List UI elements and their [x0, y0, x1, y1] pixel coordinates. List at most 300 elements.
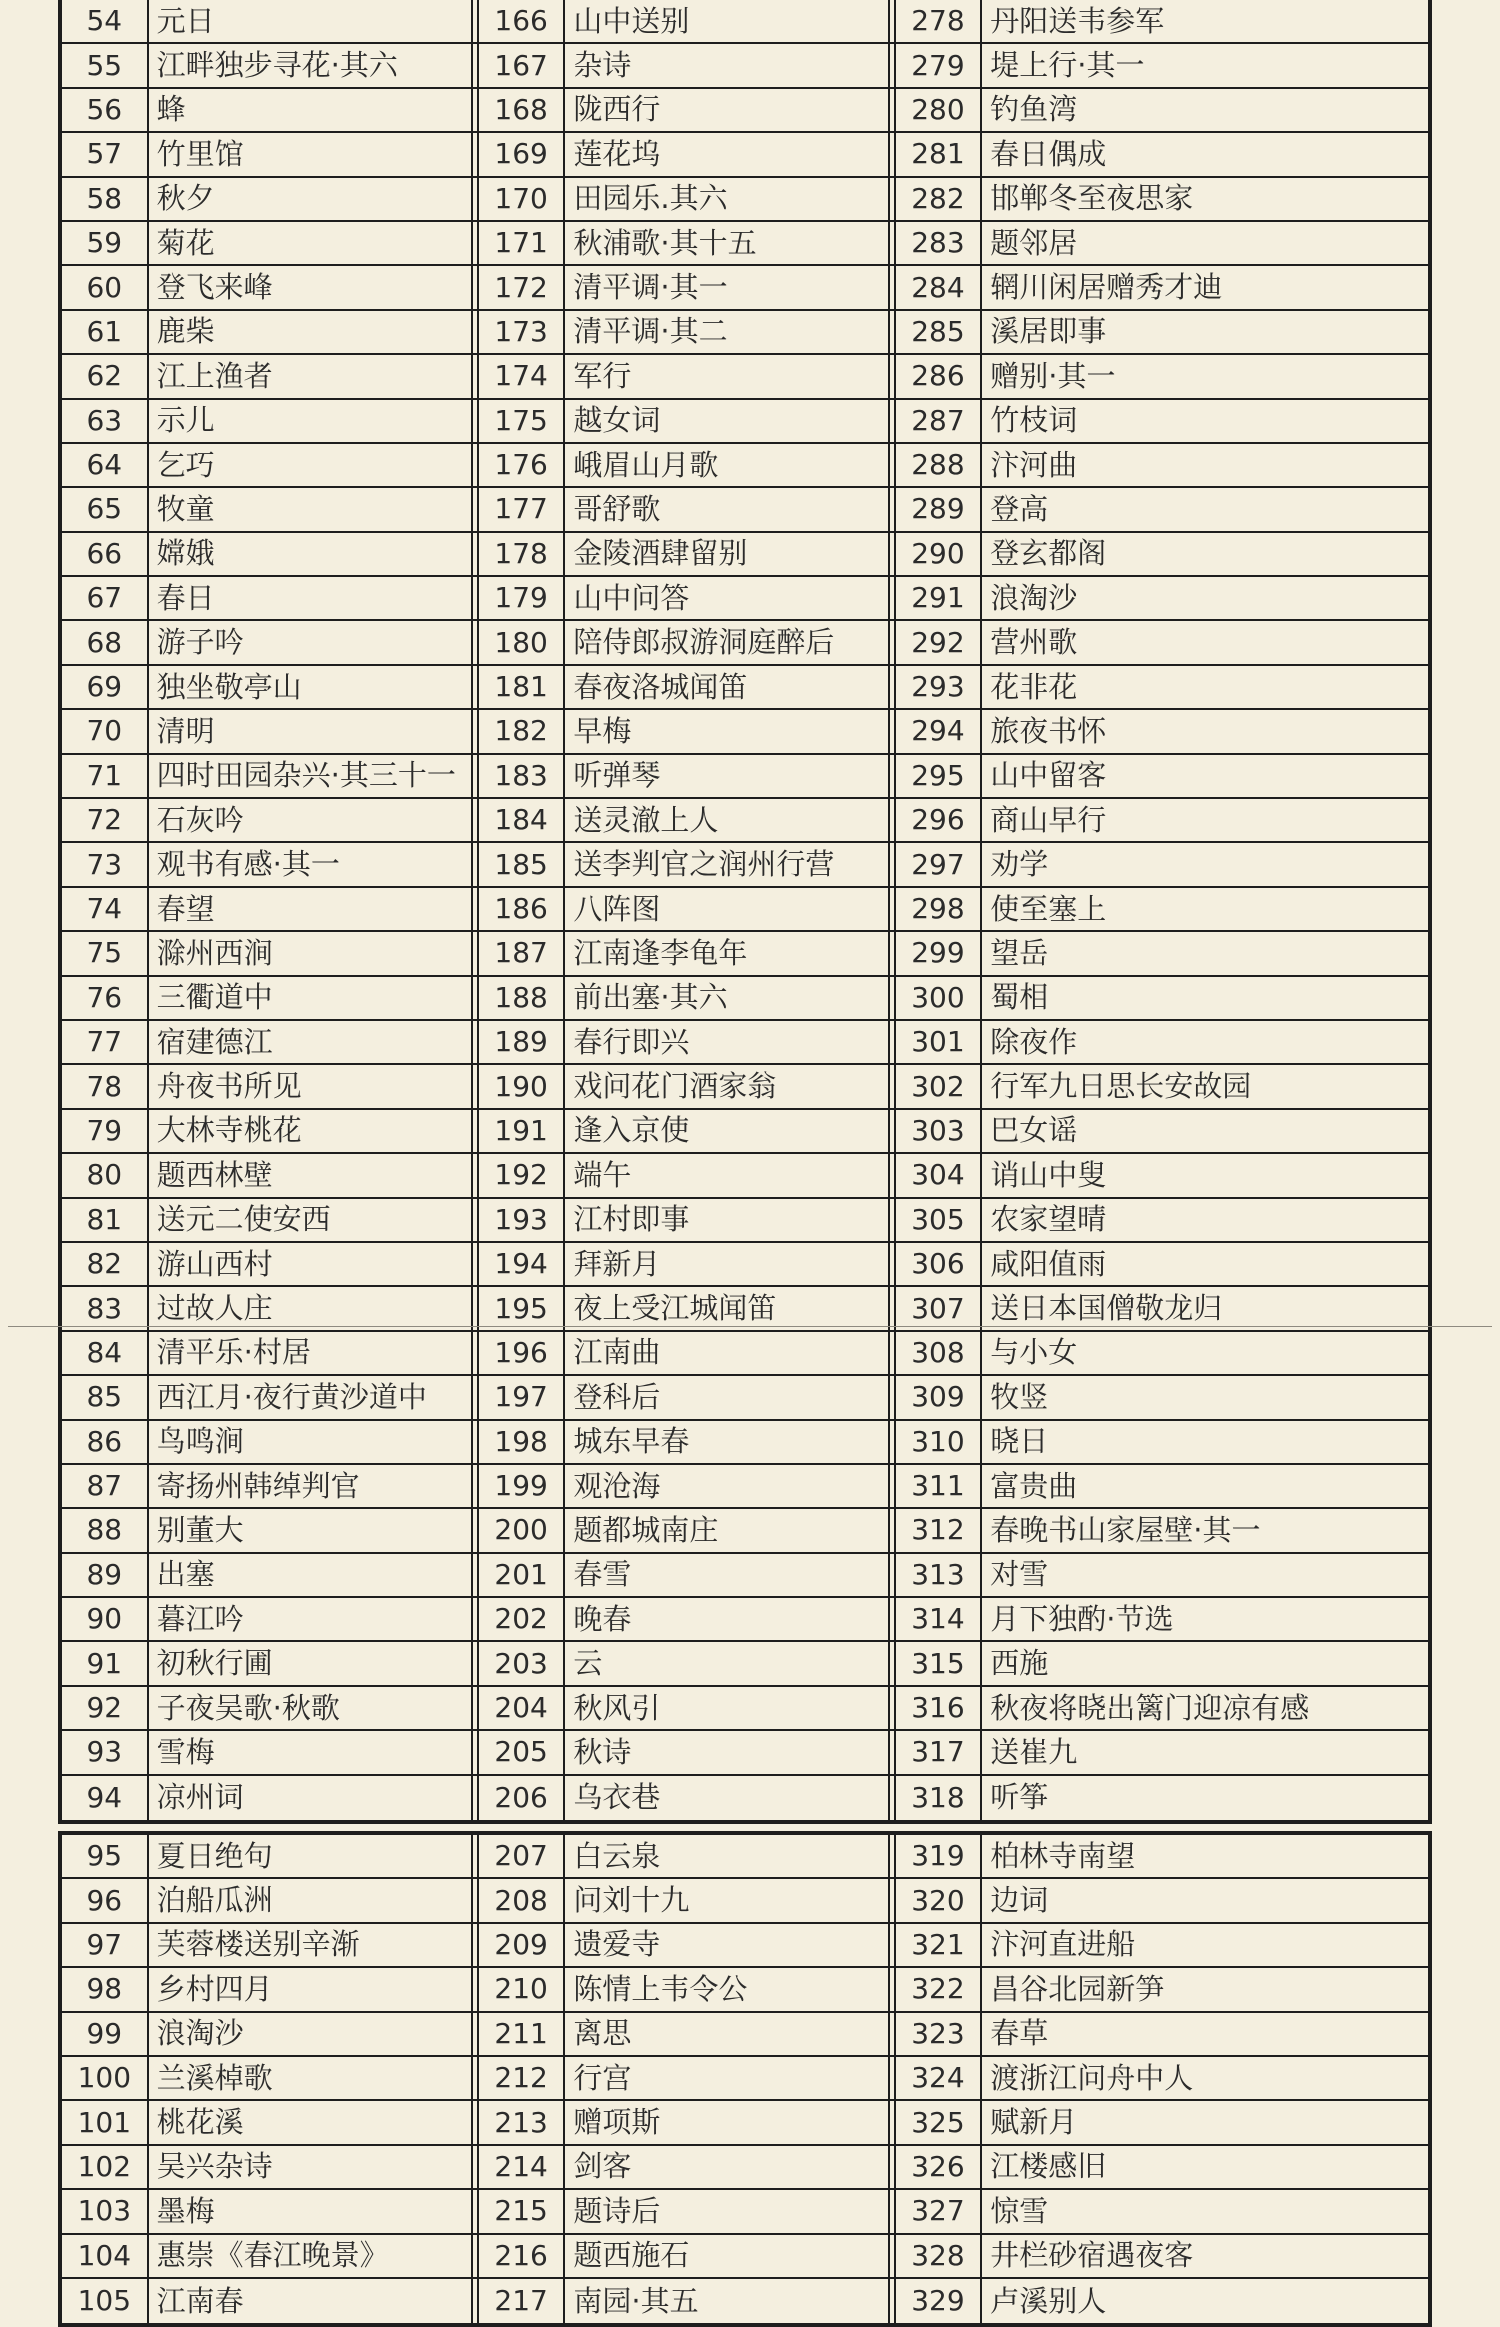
- poem-title: 独坐敬亭山: [156, 669, 302, 704]
- poem-number: 176: [479, 444, 566, 486]
- table-row: [62, 2235, 1428, 2279]
- poem-title: 田园乐.其六: [573, 181, 728, 216]
- column-separator: [888, 1776, 896, 1820]
- poem-number: 206: [479, 1776, 566, 1820]
- table-row: [62, 1968, 1428, 2012]
- poem-number: 189: [479, 1021, 566, 1063]
- poem-number: 302: [896, 1065, 983, 1107]
- poem-number: 60: [62, 266, 149, 308]
- poem-title: 白云泉: [573, 1838, 661, 1873]
- poem-number: 93: [62, 1731, 149, 1773]
- poem-title: 大林寺桃花: [156, 1113, 302, 1148]
- poem-number: 312: [896, 1509, 983, 1551]
- column-separator: [471, 1687, 479, 1729]
- poem-title: 月下独酌·节选: [990, 1601, 1174, 1636]
- column-separator: [888, 2101, 896, 2143]
- poem-number: 184: [479, 799, 566, 841]
- poem-number: 69: [62, 666, 149, 708]
- poem-title: 峨眉山月歌: [573, 447, 719, 482]
- column-separator: [471, 666, 479, 708]
- table-row: [62, 1421, 1428, 1465]
- poem-number: 89: [62, 1554, 149, 1596]
- poem-title: 凉州词: [156, 1780, 244, 1815]
- column-separator: [471, 178, 479, 220]
- poem-number: 204: [479, 1687, 566, 1729]
- poem-table-upper: [58, 0, 1432, 1824]
- poem-number: 58: [62, 178, 149, 220]
- table-row: [62, 710, 1428, 754]
- table-row: [62, 755, 1428, 799]
- poem-title: 子夜吴歌·秋歌: [156, 1690, 340, 1725]
- column-separator: [471, 0, 479, 42]
- poem-title: 送灵澈上人: [573, 802, 719, 837]
- table-row: [62, 1021, 1428, 1065]
- table-row: [62, 1554, 1428, 1598]
- poem-title: 丹阳送韦参军: [990, 3, 1165, 38]
- poem-number: 328: [896, 2235, 983, 2277]
- poem-number: 280: [896, 89, 983, 131]
- column-separator: [888, 2235, 896, 2277]
- poem-title: 夏日绝句: [156, 1838, 273, 1873]
- poem-number: 278: [896, 0, 983, 42]
- column-separator: [888, 666, 896, 708]
- poem-title: 陪侍郎叔游洞庭醉后: [573, 625, 835, 660]
- column-separator: [471, 1731, 479, 1773]
- poem-title: 春日: [156, 580, 215, 615]
- poem-title: 行宫: [573, 2060, 632, 2095]
- table-row: [62, 89, 1428, 133]
- poem-title: 牧竖: [990, 1379, 1049, 1414]
- poem-number: 97: [62, 1924, 149, 1966]
- column-separator: [888, 1924, 896, 1966]
- poem-title: 汴河直进船: [990, 1927, 1136, 1962]
- column-separator: [471, 266, 479, 308]
- poem-number: 94: [62, 1776, 149, 1820]
- column-separator: [471, 1332, 479, 1374]
- poem-number: 305: [896, 1199, 983, 1241]
- poem-title: 登玄都阁: [990, 536, 1107, 571]
- poem-title: 山中留客: [990, 758, 1107, 793]
- poem-number: 100: [62, 2057, 149, 2099]
- poem-title: 登高: [990, 491, 1049, 526]
- poem-number: 85: [62, 1376, 149, 1418]
- column-separator: [471, 888, 479, 930]
- poem-title: 营州歌: [990, 625, 1078, 660]
- poem-number: 168: [479, 89, 566, 131]
- poem-number: 200: [479, 1509, 566, 1551]
- column-separator: [471, 355, 479, 397]
- poem-title: 军行: [573, 358, 632, 393]
- poem-number: 95: [62, 1835, 149, 1877]
- poem-title: 与小女: [990, 1335, 1078, 1370]
- poem-title: 咸阳值雨: [990, 1246, 1107, 1281]
- table-row: [62, 1332, 1428, 1376]
- poem-title: 送元二使安西: [156, 1202, 331, 1237]
- poem-title: 晓日: [990, 1424, 1049, 1459]
- poem-number: 54: [62, 0, 149, 42]
- column-separator: [888, 1199, 896, 1241]
- poem-title: 井栏砂宿遇夜客: [990, 2238, 1194, 2273]
- poem-number: 198: [479, 1421, 566, 1463]
- poem-title: 泊船瓜洲: [156, 1883, 273, 1918]
- column-separator: [888, 355, 896, 397]
- poem-number: 96: [62, 1879, 149, 1921]
- column-separator: [471, 932, 479, 974]
- poem-number: 105: [62, 2279, 149, 2323]
- poem-title: 巴女谣: [990, 1113, 1078, 1148]
- poem-number: 68: [62, 621, 149, 663]
- poem-title: 听筝: [990, 1780, 1049, 1815]
- poem-number: 287: [896, 400, 983, 442]
- poem-title: 题西施石: [573, 2238, 690, 2273]
- poem-number: 309: [896, 1376, 983, 1418]
- poem-number: 199: [479, 1465, 566, 1507]
- poem-title: 江南逢李龟年: [573, 935, 748, 970]
- column-separator: [471, 977, 479, 1019]
- poem-number: 196: [479, 1332, 566, 1374]
- table-row: [62, 1924, 1428, 1968]
- table-row: [62, 0, 1428, 44]
- poem-title: 金陵酒肆留别: [573, 536, 748, 571]
- poem-title: 过故人庄: [156, 1291, 273, 1326]
- poem-title: 晚春: [573, 1601, 632, 1636]
- poem-title: 诮山中叟: [990, 1157, 1107, 1192]
- column-separator: [471, 1110, 479, 1152]
- poem-number: 70: [62, 710, 149, 752]
- poem-title: 舟夜书所见: [156, 1069, 302, 1104]
- column-separator: [471, 89, 479, 131]
- poem-number: 314: [896, 1598, 983, 1640]
- column-separator: [888, 1642, 896, 1684]
- poem-title: 滁州西涧: [156, 935, 273, 970]
- poem-number: 213: [479, 2101, 566, 2143]
- poem-number: 318: [896, 1776, 983, 1820]
- column-separator: [888, 1287, 896, 1329]
- poem-title: 昌谷北园新笋: [990, 1971, 1165, 2006]
- poem-number: 188: [479, 977, 566, 1019]
- poem-number: 73: [62, 843, 149, 885]
- poem-number: 103: [62, 2190, 149, 2232]
- poem-number: 279: [896, 44, 983, 86]
- poem-title: 陈情上韦令公: [573, 1971, 748, 2006]
- poem-title: 四时田园杂兴·其三十一: [156, 758, 456, 793]
- poem-number: 56: [62, 89, 149, 131]
- poem-number: 59: [62, 222, 149, 264]
- column-separator: [471, 1642, 479, 1684]
- column-separator: [888, 577, 896, 619]
- poem-number: 91: [62, 1642, 149, 1684]
- poem-number: 326: [896, 2146, 983, 2188]
- column-separator: [888, 1731, 896, 1773]
- poem-title: 劝学: [990, 847, 1049, 882]
- column-separator: [888, 888, 896, 930]
- poem-title: 菊花: [156, 225, 215, 260]
- column-separator: [471, 533, 479, 575]
- poem-number: 307: [896, 1287, 983, 1329]
- column-separator: [888, 621, 896, 663]
- table-row: [62, 577, 1428, 621]
- table-row: [62, 888, 1428, 932]
- poem-title: 钓鱼湾: [990, 92, 1078, 127]
- poem-title: 乡村四月: [156, 1971, 273, 2006]
- poem-number: 197: [479, 1376, 566, 1418]
- poem-number: 299: [896, 932, 983, 974]
- poem-title: 早梅: [573, 713, 632, 748]
- column-separator: [888, 1021, 896, 1063]
- poem-title: 秋夕: [156, 181, 215, 216]
- table-row: [62, 799, 1428, 843]
- table-row: [62, 1154, 1428, 1198]
- poem-number: 289: [896, 488, 983, 530]
- column-separator: [888, 2146, 896, 2188]
- poem-number: 62: [62, 355, 149, 397]
- poem-number: 317: [896, 1731, 983, 1773]
- poem-number: 205: [479, 1731, 566, 1773]
- table-row: [62, 444, 1428, 488]
- poem-number: 179: [479, 577, 566, 619]
- column-separator: [471, 44, 479, 86]
- column-separator: [471, 2101, 479, 2143]
- poem-title: 汴河曲: [990, 447, 1078, 482]
- column-separator: [471, 488, 479, 530]
- poem-title: 边词: [990, 1883, 1049, 1918]
- column-separator: [888, 1154, 896, 1196]
- poem-number: 80: [62, 1154, 149, 1196]
- poem-number: 55: [62, 44, 149, 86]
- poem-title: 离思: [573, 2016, 632, 2051]
- table-row: [62, 2146, 1428, 2190]
- poem-title: 问刘十九: [573, 1883, 690, 1918]
- column-separator: [888, 2057, 896, 2099]
- poem-title: 吴兴杂诗: [156, 2149, 273, 2184]
- poem-title: 秋夜将晓出篱门迎凉有感: [990, 1690, 1310, 1725]
- poem-number: 74: [62, 888, 149, 930]
- poem-number: 294: [896, 710, 983, 752]
- poem-title: 南园·其五: [573, 2283, 699, 2318]
- column-separator: [471, 2013, 479, 2055]
- poem-title: 惊雪: [990, 2193, 1049, 2228]
- column-separator: [888, 799, 896, 841]
- poem-number: 291: [896, 577, 983, 619]
- column-separator: [471, 577, 479, 619]
- poem-title: 西施: [990, 1646, 1049, 1681]
- column-separator: [471, 1509, 479, 1551]
- column-separator: [471, 400, 479, 442]
- column-separator: [471, 1924, 479, 1966]
- poem-number: 195: [479, 1287, 566, 1329]
- column-separator: [888, 843, 896, 885]
- table-row: [62, 2057, 1428, 2101]
- poem-title: 宿建德江: [156, 1024, 273, 1059]
- column-separator: [471, 2057, 479, 2099]
- poem-number: 185: [479, 843, 566, 885]
- poem-number: 193: [479, 1199, 566, 1241]
- table-row: [62, 2279, 1428, 2323]
- poem-number: 178: [479, 533, 566, 575]
- poem-number: 308: [896, 1332, 983, 1374]
- poem-title: 石灰吟: [156, 802, 244, 837]
- poem-number: 285: [896, 311, 983, 353]
- poem-number: 86: [62, 1421, 149, 1463]
- table-row: [62, 1509, 1428, 1553]
- poem-number: 98: [62, 1968, 149, 2010]
- poem-number: 101: [62, 2101, 149, 2143]
- poem-number: 283: [896, 222, 983, 264]
- poem-title: 山中送别: [573, 3, 690, 38]
- column-separator: [471, 222, 479, 264]
- poem-number: 78: [62, 1065, 149, 1107]
- poem-title: 别董大: [156, 1512, 244, 1547]
- poem-number: 82: [62, 1243, 149, 1285]
- table-row: [62, 1642, 1428, 1686]
- poem-number: 298: [896, 888, 983, 930]
- poem-title: 夜上受江城闻笛: [573, 1291, 777, 1326]
- poem-number: 282: [896, 178, 983, 220]
- poem-title: 逢入京使: [573, 1113, 690, 1148]
- table-row: [62, 2190, 1428, 2234]
- table-row: [62, 355, 1428, 399]
- poem-number: 102: [62, 2146, 149, 2188]
- poem-number: 167: [479, 44, 566, 86]
- poem-number: 172: [479, 266, 566, 308]
- poem-title: 云: [573, 1646, 603, 1681]
- poem-title: 遗爱寺: [573, 1927, 661, 1962]
- poem-number: 303: [896, 1110, 983, 1152]
- poem-number: 71: [62, 755, 149, 797]
- poem-number: 175: [479, 400, 566, 442]
- table-row: [62, 1598, 1428, 1642]
- poem-number: 104: [62, 2235, 149, 2277]
- poem-number: 84: [62, 1332, 149, 1374]
- poem-number: 90: [62, 1598, 149, 1640]
- poem-title: 越女词: [573, 403, 661, 438]
- poem-number: 171: [479, 222, 566, 264]
- poem-number: 315: [896, 1642, 983, 1684]
- poem-number: 194: [479, 1243, 566, 1285]
- poem-title: 春草: [990, 2016, 1049, 2051]
- poem-title: 墨梅: [156, 2193, 215, 2228]
- poem-title: 江楼感旧: [990, 2149, 1107, 2184]
- table-row: [62, 44, 1428, 88]
- poem-number: 297: [896, 843, 983, 885]
- poem-title: 莲花坞: [573, 136, 661, 171]
- poem-title: 鸟鸣涧: [156, 1424, 244, 1459]
- table-row: [62, 1199, 1428, 1243]
- poem-title: 行军九日思长安故园: [990, 1069, 1252, 1104]
- poem-title: 春日偶成: [990, 136, 1107, 171]
- poem-number: 173: [479, 311, 566, 353]
- poem-table-lower: [58, 1831, 1432, 2327]
- column-separator: [888, 44, 896, 86]
- poem-number: 191: [479, 1110, 566, 1152]
- poem-title: 江南曲: [573, 1335, 661, 1370]
- poem-number: 210: [479, 1968, 566, 2010]
- column-separator: [888, 488, 896, 530]
- poem-title: 渡浙江问舟中人: [990, 2060, 1194, 2095]
- poem-title: 竹枝词: [990, 403, 1078, 438]
- poem-title: 兰溪棹歌: [156, 2060, 273, 2095]
- poem-title: 寄扬州韩绰判官: [156, 1468, 360, 1503]
- column-separator: [471, 2146, 479, 2188]
- column-separator: [888, 1376, 896, 1418]
- poem-number: 313: [896, 1554, 983, 1596]
- column-separator: [471, 1065, 479, 1107]
- column-separator: [888, 1509, 896, 1551]
- table-row: [62, 133, 1428, 177]
- table-row: [62, 222, 1428, 266]
- column-separator: [888, 533, 896, 575]
- column-separator: [471, 799, 479, 841]
- column-separator: [471, 2235, 479, 2277]
- poem-number: 76: [62, 977, 149, 1019]
- poem-number: 170: [479, 178, 566, 220]
- table-row: [62, 1776, 1428, 1820]
- poem-number: 300: [896, 977, 983, 1019]
- poem-number: 215: [479, 2190, 566, 2232]
- table-row: [62, 1110, 1428, 1154]
- poem-number: 174: [479, 355, 566, 397]
- column-separator: [471, 710, 479, 752]
- poem-title: 陇西行: [573, 92, 661, 127]
- table-row: [62, 1465, 1428, 1509]
- poem-number: 321: [896, 1924, 983, 1966]
- poem-number: 192: [479, 1154, 566, 1196]
- poem-title: 堤上行·其一: [990, 48, 1145, 83]
- column-separator: [471, 1287, 479, 1329]
- column-separator: [471, 1465, 479, 1507]
- table-row: [62, 488, 1428, 532]
- poem-number: 87: [62, 1465, 149, 1507]
- poem-number: 75: [62, 932, 149, 974]
- poem-title: 初秋行圃: [156, 1646, 273, 1681]
- poem-number: 203: [479, 1642, 566, 1684]
- poem-title: 除夜作: [990, 1024, 1078, 1059]
- column-separator: [471, 1835, 479, 1877]
- poem-number: 66: [62, 533, 149, 575]
- poem-number: 177: [479, 488, 566, 530]
- poem-number: 81: [62, 1199, 149, 1241]
- table-row: [62, 1687, 1428, 1731]
- poem-title: 使至塞上: [990, 891, 1107, 926]
- poem-number: 322: [896, 1968, 983, 2010]
- poem-number: 201: [479, 1554, 566, 1596]
- table-row: [62, 932, 1428, 976]
- column-separator: [888, 1598, 896, 1640]
- poem-title: 桃花溪: [156, 2105, 244, 2140]
- poem-title: 旅夜书怀: [990, 713, 1107, 748]
- poem-title: 芙蓉楼送别辛渐: [156, 1927, 360, 1962]
- poem-title: 赠别·其一: [990, 358, 1116, 393]
- poem-number: 292: [896, 621, 983, 663]
- poem-title: 秋浦歌·其十五: [573, 225, 757, 260]
- poem-title: 观书有感·其一: [156, 847, 340, 882]
- poem-number: 320: [896, 1879, 983, 1921]
- table-row: [62, 1835, 1428, 1879]
- poem-title: 竹里馆: [156, 136, 244, 171]
- poem-title: 出塞: [156, 1557, 215, 1592]
- poem-title: 春雪: [573, 1557, 632, 1592]
- poem-title: 对雪: [990, 1557, 1049, 1592]
- column-separator: [888, 2279, 896, 2323]
- column-separator: [888, 89, 896, 131]
- poem-title: 题都城南庄: [573, 1512, 719, 1547]
- poem-title: 鹿柴: [156, 314, 215, 349]
- poem-number: 79: [62, 1110, 149, 1152]
- column-separator: [471, 1554, 479, 1596]
- poem-title: 花非花: [990, 669, 1078, 704]
- table-row: [62, 666, 1428, 710]
- column-separator: [471, 843, 479, 885]
